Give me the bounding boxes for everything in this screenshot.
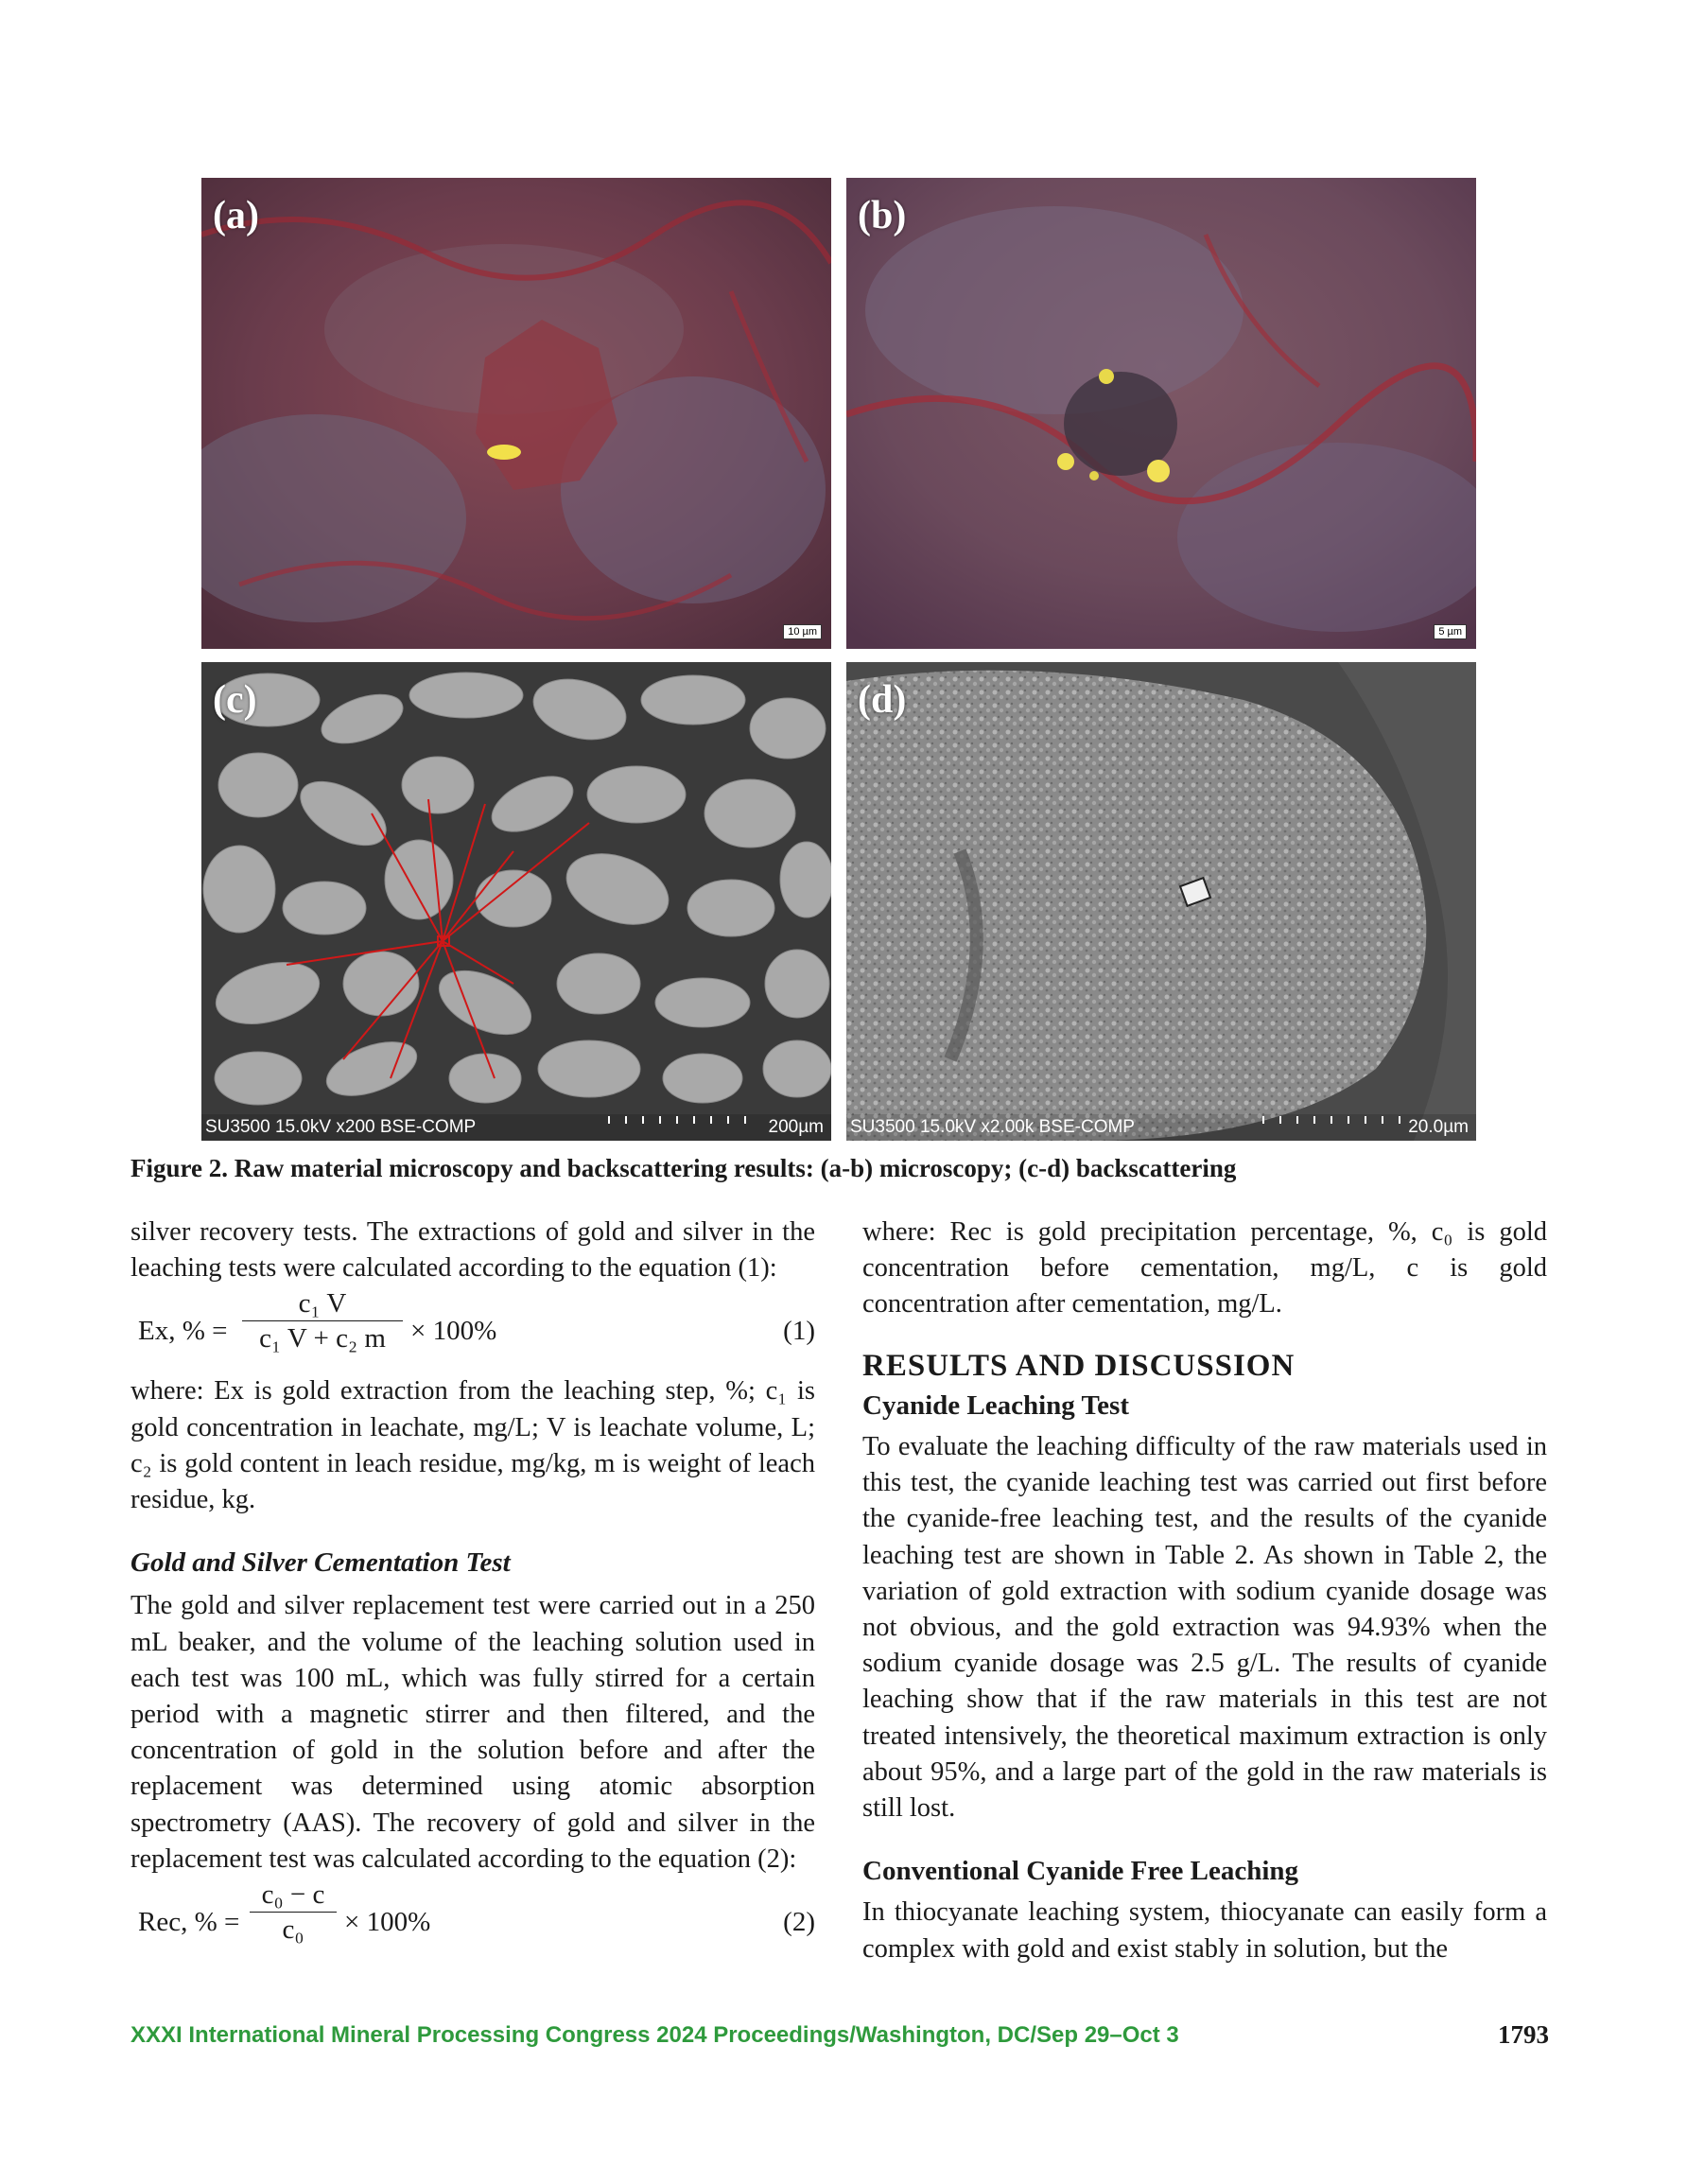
paragraph: To evaluate the leaching difficulty of the raw materials used in this test, the cyanide leaching test was carried out first before the cyanide-free leaching test, and the results of the cyanide leaching test are shown in Table 2. As shown in Table 2, the variation of gold extraction with sodium cyanide dosage was not obvious, and the gold extraction was 94.93% when the sodium cyanide dosage was 2.5 g/L. The results of cyanide leaching show that if the raw materials in this test are not treated intensively, the theoretical maximum extraction is only about 95%, and a large part of the gold in the raw materials is still lost. [862, 1432, 1547, 1824]
panel-a-microscopy-image [201, 178, 831, 649]
panel-a-scale-bar: 10 µm [783, 624, 822, 639]
figure-2 [201, 178, 1476, 1141]
subsection-heading: Gold and Silver Cementation Test [130, 1547, 511, 1579]
panel-c-sem-scale: 200µm [768, 1117, 824, 1137]
subsection-heading: Conventional Cyanide Free Leaching [862, 1856, 1299, 1887]
equation-1-numerator: c₁ V [298, 1288, 347, 1319]
figure-caption: Figure 2. Raw material microscopy and backscattering results: (a-b) microscopy; (c-d) backscattering [130, 1154, 1237, 1182]
equation-2 [130, 1878, 815, 1965]
equation-1-fraction [242, 1286, 403, 1355]
panel-d-sem-info: SU3500 15.0kV x2.00k BSE-COMP [850, 1117, 1135, 1137]
section-heading: RESULTS AND DISCUSSION [862, 1348, 1296, 1383]
panel-d-label: (d) [858, 678, 907, 722]
panel-c-scale-ticks [608, 1116, 750, 1124]
paragraph: where: Ex is gold extraction from the leaching step, %; c₁ is gold concentration in leachate, mg/L; V is leachate volume, L; c₂ is gold content in leach residue, mg/kg, m is weight of leach residue, kg. [130, 1376, 815, 1515]
equation-2-number: (2) [783, 1907, 815, 1938]
panel-b-scale-bar: 5 µm [1434, 624, 1467, 639]
panel-b-microscopy-image [846, 178, 1476, 649]
left-column [130, 1214, 815, 1965]
panel-d-sem-scale: 20.0µm [1408, 1117, 1469, 1137]
page-number: 1793 [1498, 2020, 1549, 2049]
paragraph: where: Rec is gold precipitation percentage, %, c₀ is gold concentration before cementation, mg/L, c is gold concentration after cementation, mg/L. [862, 1217, 1547, 1319]
panel-d-backscatter-image [846, 662, 1476, 1141]
right-column [862, 1214, 1547, 1967]
panel-a-label: (a) [213, 194, 259, 237]
equation-1-lhs: Ex, % = [138, 1316, 228, 1347]
equation-2-lhs: Rec, % = [138, 1907, 240, 1938]
page-footer [130, 2022, 1549, 2060]
equation-1-rhs: × 100% [410, 1316, 497, 1347]
panel-c-backscatter-image [201, 662, 831, 1141]
paragraph: The gold and silver replacement test were carried out in a 250 mL beaker, and the volume of the leaching solution used in each test was 100 mL, which was fully stirred for a certain period with a magnetic stirrer and then filtered, and the concentration of gold in the solution before and after the replacement was determined using atomic absorption spectrometry (AAS). The recovery of gold and silver in the replacement test was calculated according to the equation (2): [130, 1591, 815, 1874]
panel-c-sem-info-bar [201, 1114, 831, 1141]
paragraph: In thiocyanate leaching system, thiocyanate can easily form a complex with gold and exist stably in solution, but the [862, 1897, 1547, 1964]
subsection-heading: Cyanide Leaching Test [862, 1389, 1129, 1421]
equation-2-fraction [250, 1878, 337, 1947]
panel-c-label: (c) [213, 678, 257, 722]
panel-c-sem-info: SU3500 15.0kV x200 BSE-COMP [205, 1117, 477, 1137]
conference-footer: XXXI International Mineral Processing Congress 2024 Proceedings/Washington, DC/Sep 29–Oct 3 [130, 2022, 1179, 2048]
panel-b-label: (b) [858, 194, 907, 237]
equation-1 [130, 1286, 815, 1373]
equation-2-numerator: c₀ − c [261, 1879, 325, 1911]
panel-d-scale-ticks [1262, 1116, 1404, 1124]
equation-1-denominator: c₁ V + c₂ m [259, 1323, 386, 1354]
equation-2-rhs: × 100% [344, 1907, 431, 1938]
equation-1-number: (1) [783, 1316, 815, 1347]
panel-d-sem-info-bar [846, 1114, 1476, 1141]
equation-2-denominator: c₀ [282, 1914, 304, 1946]
paragraph: silver recovery tests. The extractions of gold and silver in the leaching tests were calculated according to the equation (1): [130, 1217, 815, 1284]
